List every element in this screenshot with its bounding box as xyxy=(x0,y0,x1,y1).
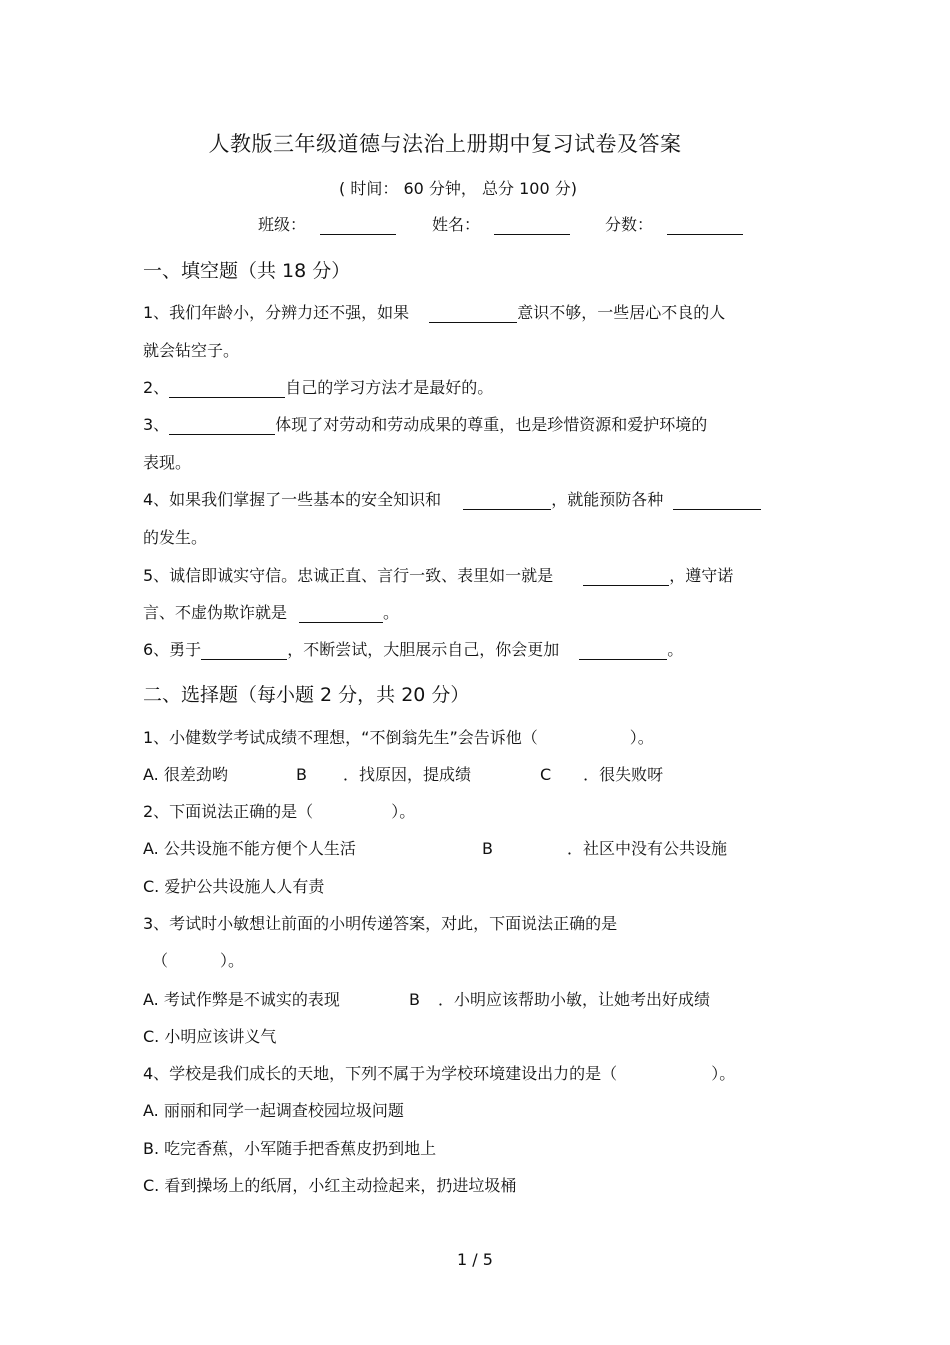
question-text: 3、 xyxy=(143,415,170,434)
exam-time-score: ( 时间： 60 分钟， 总分 100 分) xyxy=(339,179,577,198)
fill-question-5-cont xyxy=(143,600,399,623)
question-text: 的发生。 xyxy=(143,528,208,547)
option-a: A. 考试作弊是不诚实的表现 xyxy=(143,990,340,1009)
option-letter: B xyxy=(409,990,420,1009)
question-text: ，就能预防各种 xyxy=(551,490,664,509)
answer-blank xyxy=(579,642,667,660)
choice-question-1 xyxy=(143,725,654,748)
fill-question-6 xyxy=(143,637,683,660)
fill-question-5 xyxy=(143,563,733,586)
page-number: 1 / 5 xyxy=(457,1250,493,1269)
option-text: ．社区中没有公共设施 xyxy=(566,839,727,858)
question-text: ）。 xyxy=(711,1064,736,1083)
option-a: A. 公共设施不能方便个人生活 xyxy=(143,839,356,858)
question-text: 表现。 xyxy=(143,453,192,472)
option-b: B. 吃完香蕉，小军随手把香蕉皮扔到地上 xyxy=(143,1139,437,1158)
question-text: 自己的学习方法才是最好的。 xyxy=(285,378,494,397)
question-text: ，不断尝试，大胆展示自己，你会更加 xyxy=(287,640,560,659)
option-text: ．很失败呀 xyxy=(583,765,664,784)
option-b xyxy=(409,987,710,1010)
fill-question-4 xyxy=(143,487,761,510)
fill-question-2 xyxy=(143,375,493,398)
name-blank xyxy=(494,216,570,235)
score-label: 分数： xyxy=(605,215,654,234)
question-text: ，遵守诺 xyxy=(669,566,734,585)
answer-blank xyxy=(583,568,669,586)
option-text: ．找原因，提成绩 xyxy=(342,765,471,784)
question-text: 4、如果我们掌握了一些基本的安全知识和 xyxy=(143,490,442,509)
option-letter: C xyxy=(540,765,552,784)
option-text: ．小明应该帮助小敏，让她考出好成绩 xyxy=(437,990,710,1009)
question-text: 6、勇于 xyxy=(143,640,202,659)
question-text: 1、小健数学考试成绩不理想，“不倒翁先生”会告诉他（ xyxy=(143,728,538,747)
question-text: 。 xyxy=(667,640,684,659)
question-text: 1、我们年龄小，分辨力还不强，如果 xyxy=(143,303,410,322)
question-text: 2、 xyxy=(143,378,170,397)
class-label: 班级： xyxy=(258,215,307,234)
question-text: 4、学校是我们成长的天地，下列不属于为学校环境建设出力的是（ xyxy=(143,1064,618,1083)
option-letter: B xyxy=(296,765,307,784)
answer-blank xyxy=(169,417,275,435)
option-letter: B xyxy=(482,839,493,858)
class-blank xyxy=(320,216,396,235)
fill-question-1 xyxy=(143,300,725,323)
question-text: ）。 xyxy=(220,951,245,970)
page-title: 人教版三年级道德与法治上册期中复习试卷及答案 xyxy=(208,132,682,156)
question-text: （ xyxy=(152,951,169,970)
score-blank xyxy=(667,216,743,235)
section-fill-in-heading: 一、填空题（共 18 分） xyxy=(143,260,351,282)
name-label: 姓名： xyxy=(432,215,481,234)
question-text: 5、诚信即诚实守信。忠诚正直、言行一致、表里如一就是 xyxy=(143,566,554,585)
question-text: 意识不够，一些居心不良的人 xyxy=(517,303,726,322)
answer-blank xyxy=(169,380,285,398)
section-choice-heading: 二、选择题（每小题 2 分，共 20 分） xyxy=(143,684,470,706)
answer-blank xyxy=(299,605,383,623)
name-field xyxy=(432,212,570,235)
answer-blank xyxy=(429,305,517,323)
answer-blank xyxy=(463,492,551,510)
answer-blank xyxy=(673,492,761,510)
answer-blank xyxy=(201,642,287,660)
question-text: 。 xyxy=(383,603,400,622)
question-text: ）。 xyxy=(391,802,416,821)
choice-question-3: 3、考试时小敏想让前面的小明传递答案，对此，下面说法正确的是 xyxy=(143,914,618,933)
class-field xyxy=(258,212,396,235)
option-c: C. 小明应该讲义气 xyxy=(143,1027,277,1046)
question-text: 2、下面说法正确的是（ xyxy=(143,802,314,821)
question-text: ）。 xyxy=(629,728,654,747)
choice-question-2 xyxy=(143,799,415,822)
option-b xyxy=(296,762,471,785)
option-c: C. 爱护公共设施人人有责 xyxy=(143,877,325,896)
option-b xyxy=(482,836,727,859)
choice-question-3-paren xyxy=(152,948,244,971)
option-c: C. 看到操场上的纸屑，小红主动捡起来，扔进垃圾桶 xyxy=(143,1176,517,1195)
option-c xyxy=(540,762,663,785)
option-a: A. 很差劲哟 xyxy=(143,765,228,784)
question-text: 言、不虚伪欺诈就是 xyxy=(143,603,288,622)
score-field xyxy=(605,212,743,235)
fill-question-3 xyxy=(143,412,707,435)
question-text: 体现了对劳动和劳动成果的尊重，也是珍惜资源和爱护环境的 xyxy=(275,415,708,434)
option-a: A. 丽丽和同学一起调查校园垃圾问题 xyxy=(143,1101,404,1120)
question-text: 就会钻空子。 xyxy=(143,341,240,360)
choice-question-4 xyxy=(143,1061,735,1084)
